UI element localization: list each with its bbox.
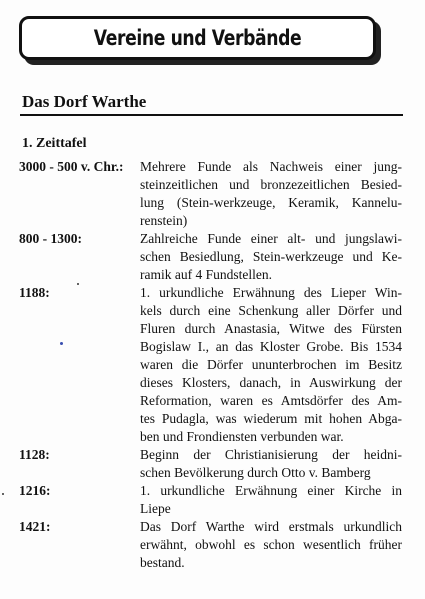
description-line: ben und Frondiensten verbunden war.	[140, 429, 344, 444]
timeline-date: 1128:	[19, 447, 50, 462]
timeline-date: 1421:	[19, 519, 51, 534]
heading-rule	[20, 114, 403, 116]
timeline-date: 1188:	[19, 285, 50, 300]
description-line: schen Bevölkerung durch Otto v. Bamberg	[140, 465, 371, 480]
description-line: bestand.	[140, 555, 185, 570]
timeline-row	[19, 518, 402, 572]
description-line: dieses Klosters, danach, in Auswirkung der	[140, 375, 402, 390]
timeline-table	[19, 158, 402, 572]
timeline-description	[140, 284, 402, 446]
description-line: Das Dorf Warthe wird erstmals urkundlich	[140, 519, 402, 534]
description-line: 1. urkundliche Erwähnung des Lieper Win-	[140, 285, 402, 300]
timeline-row	[19, 482, 402, 518]
description-line: waren die Dörfer ununterbrochen im Besitz	[140, 357, 402, 372]
description-line: ramik auf 4 Fundstellen.	[140, 267, 272, 282]
description-line: steinzeitlichen und bronzezeitlichen Besied-	[140, 177, 402, 192]
scan-speck	[2, 493, 4, 495]
description-line: Liepe	[140, 501, 171, 516]
description-line: Fluren durch Anastasia, Witwe des Fürsten	[140, 321, 402, 336]
timeline-row	[19, 446, 402, 482]
description-line: renstein)	[140, 213, 188, 228]
banner	[19, 16, 376, 60]
description-line: Reformation, waren es Amtsdörfer des Am-	[140, 393, 402, 408]
timeline-description	[140, 446, 402, 482]
description-line: tes Pudagla, was wiederum mit hohen Abga-	[140, 411, 402, 426]
scan-speck	[60, 342, 63, 345]
timeline-description	[140, 482, 402, 518]
timeline-description	[140, 230, 402, 284]
timeline-description	[140, 158, 402, 230]
timeline-date: 1216:	[19, 483, 51, 498]
section-title: Das Dorf Warthe	[22, 92, 147, 111]
description-line: erwähnt, obwohl es schon wesentlich früher	[140, 537, 402, 552]
timeline-description	[140, 518, 402, 572]
timeline-row	[19, 284, 402, 446]
description-line: lung (Stein-werkzeuge, Keramik, Kannelu-	[140, 195, 402, 210]
timeline-row	[19, 158, 402, 230]
description-line: Mehrere Funde als Nachweis einer jung-	[140, 159, 402, 174]
description-line: schen Besiedlung, Stein-werkzeuge und Ke-	[140, 249, 402, 264]
banner-title: Vereine und Verbände	[93, 26, 302, 50]
timeline-date: 3000 - 500 v. Chr.:	[19, 159, 124, 174]
description-line: kels durch eine Schenkung aller Dörfer und	[140, 303, 402, 318]
scan-speck	[77, 283, 79, 285]
description-line: Zahlreiche Funde einer alt- und jungslawi-	[140, 231, 402, 246]
timeline-row	[19, 230, 402, 284]
section-subtitle: 1. Zeittafel	[22, 136, 87, 151]
description-line: 1. urkundliche Erwähnung einer Kirche in	[140, 483, 402, 498]
timeline-date: 800 - 1300:	[19, 231, 82, 246]
description-line: Beginn der Christianisierung der heidni-	[140, 447, 402, 462]
description-line: Bogislaw I., an das Kloster Grobe. Bis 1534	[140, 339, 402, 354]
